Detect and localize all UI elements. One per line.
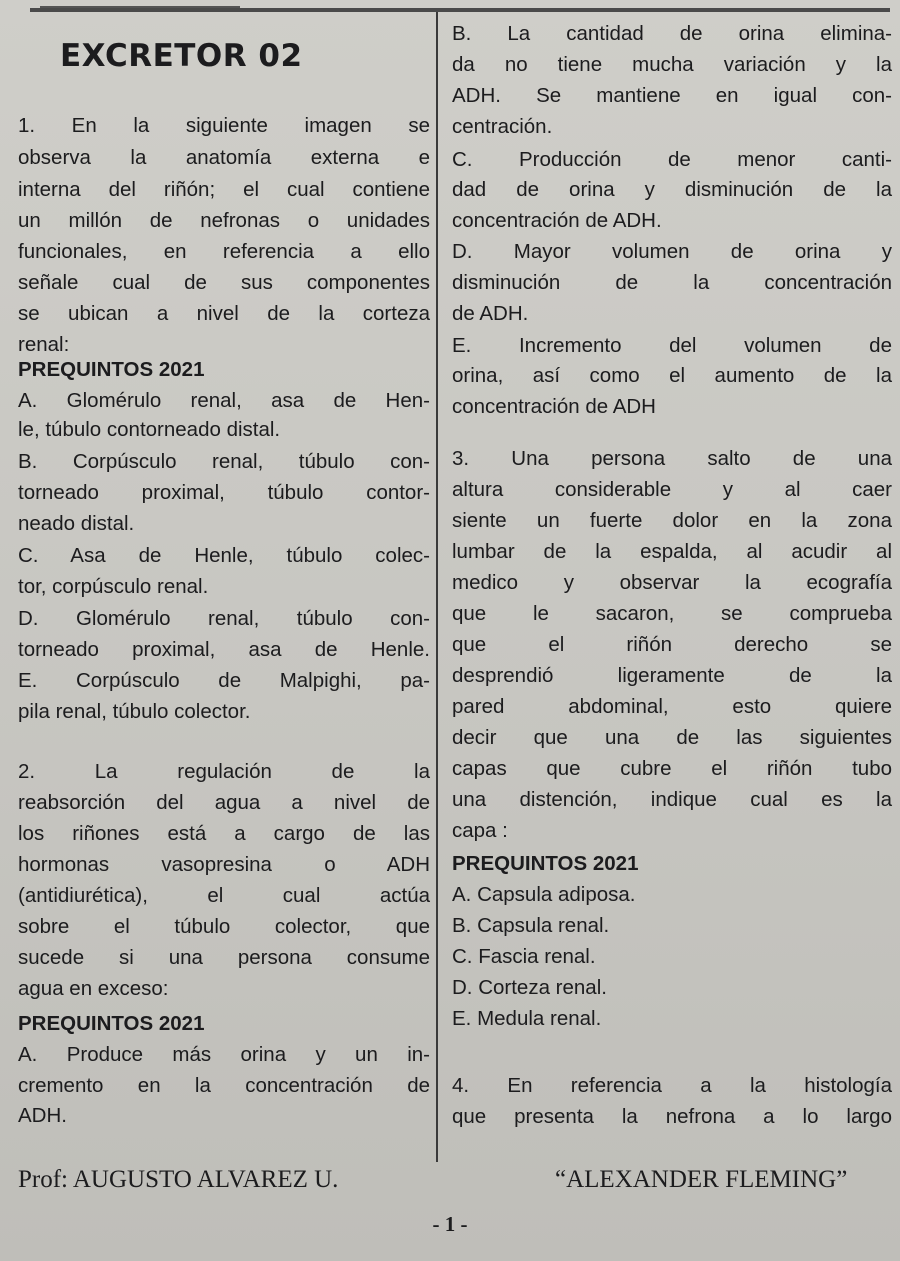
professor-name: Prof: AUGUSTO ALVAREZ U. [18, 1166, 339, 1193]
right-text-line: dad de orina y disminución de la [452, 178, 892, 201]
right-text-line: B. La cantidad de orina elimina- [452, 22, 892, 45]
right-text-line: C. Producción de menor canti- [452, 148, 892, 171]
left-text-line: B. Corpúsculo renal, túbulo con- [18, 450, 430, 473]
right-text-line: D. Corteza renal. [452, 976, 607, 999]
left-text-line: A. Produce más orina y un in- [18, 1043, 430, 1066]
left-text-line: un millón de nefronas o unidades [18, 209, 430, 232]
left-text-line: interna del riñón; el cual contiene [18, 178, 430, 201]
left-text-line: torneado proximal, asa de Henle. [18, 638, 430, 661]
right-text-line: orina, así como el aumento de la [452, 364, 892, 387]
page-number: - 1 - [432, 1212, 468, 1236]
page-title: EXCRETOR 02 [60, 38, 303, 74]
left-text-line: D. Glomérulo renal, túbulo con- [18, 607, 430, 630]
right-text-line: 4. En referencia a la histología [452, 1074, 892, 1097]
left-text-line: señale cual de sus componentes [18, 271, 430, 294]
top-cut-text-remnant [40, 0, 240, 8]
column-divider [436, 12, 438, 1162]
section-heading: PREQUINTOS 2021 [18, 358, 205, 381]
school-name: “ALEXANDER FLEMING” [555, 1166, 848, 1193]
right-text-line: centración. [452, 115, 553, 138]
header-rule [30, 8, 890, 12]
left-text-line: agua en exceso: [18, 977, 169, 1000]
right-text-line: una distención, indique cual es la [452, 788, 892, 811]
right-text-line: que le sacaron, se comprueba [452, 602, 892, 625]
right-text-line: D. Mayor volumen de orina y [452, 240, 892, 263]
left-text-line: 1. En la siguiente imagen se [18, 114, 430, 137]
right-text-line: desprendió ligeramente de la [452, 664, 892, 687]
right-text-line: 3. Una persona salto de una [452, 447, 892, 470]
left-text-line: funcionales, en referencia a ello [18, 240, 430, 263]
right-text-line: E. Incremento del volumen de [452, 334, 892, 357]
left-text-line: renal: [18, 333, 70, 356]
left-text-line: pila renal, túbulo colector. [18, 700, 251, 723]
right-text-line: capa : [452, 819, 508, 842]
left-text-line: los riñones está a cargo de las [18, 822, 430, 845]
right-text-line: pared abdominal, esto quiere [452, 695, 892, 718]
left-text-line: sucede si una persona consume [18, 946, 430, 969]
right-text-line: siente un fuerte dolor en la zona [452, 509, 892, 532]
left-text-line: le, túbulo contorneado distal. [18, 418, 281, 441]
right-text-line: C. Fascia renal. [452, 945, 596, 968]
right-text-line: E. Medula renal. [452, 1007, 602, 1030]
right-text-line: decir que una de las siguientes [452, 726, 892, 749]
left-text-line: (antidiurética), el cual actúa [18, 884, 430, 907]
left-text-line: tor, corpúsculo renal. [18, 575, 209, 598]
right-text-line: capas que cubre el riñón tubo [452, 757, 892, 780]
section-heading: PREQUINTOS 2021 [452, 852, 639, 875]
section-heading: PREQUINTOS 2021 [18, 1012, 205, 1035]
right-text-line: concentración de ADH. [452, 209, 662, 232]
left-text-line: observa la anatomía externa e [18, 146, 430, 169]
left-text-line: reabsorción del agua a nivel de [18, 791, 430, 814]
left-text-line: sobre el túbulo colector, que [18, 915, 430, 938]
right-text-line: A. Capsula adiposa. [452, 883, 636, 906]
left-text-line: 2. La regulación de la [18, 760, 430, 783]
left-text-line: torneado proximal, túbulo contor- [18, 481, 430, 504]
left-text-line: E. Corpúsculo de Malpighi, pa- [18, 669, 430, 692]
right-text-line: concentración de ADH [452, 395, 656, 418]
left-text-line: ADH. [18, 1104, 67, 1127]
right-text-line: lumbar de la espalda, al acudir al [452, 540, 892, 563]
left-text-line: se ubican a nivel de la corteza [18, 302, 430, 325]
right-text-line: medico y observar la ecografía [452, 571, 892, 594]
left-text-line: A. Glomérulo renal, asa de Hen- [18, 389, 430, 412]
right-text-line: de ADH. [452, 302, 529, 325]
left-text-line: C. Asa de Henle, túbulo colec- [18, 544, 430, 567]
right-text-line: que presenta la nefrona a lo largo [452, 1105, 892, 1128]
right-text-line: disminución de la concentración [452, 271, 892, 294]
right-text-line: da no tiene mucha variación y la [452, 53, 892, 76]
left-text-line: neado distal. [18, 512, 135, 535]
right-text-line: altura considerable y al caer [452, 478, 892, 501]
right-text-line: que el riñón derecho se [452, 633, 892, 656]
left-text-line: cremento en la concentración de [18, 1074, 430, 1097]
right-text-line: ADH. Se mantiene en igual con- [452, 84, 892, 107]
left-text-line: hormonas vasopresina o ADH [18, 853, 430, 876]
right-text-line: B. Capsula renal. [452, 914, 610, 937]
